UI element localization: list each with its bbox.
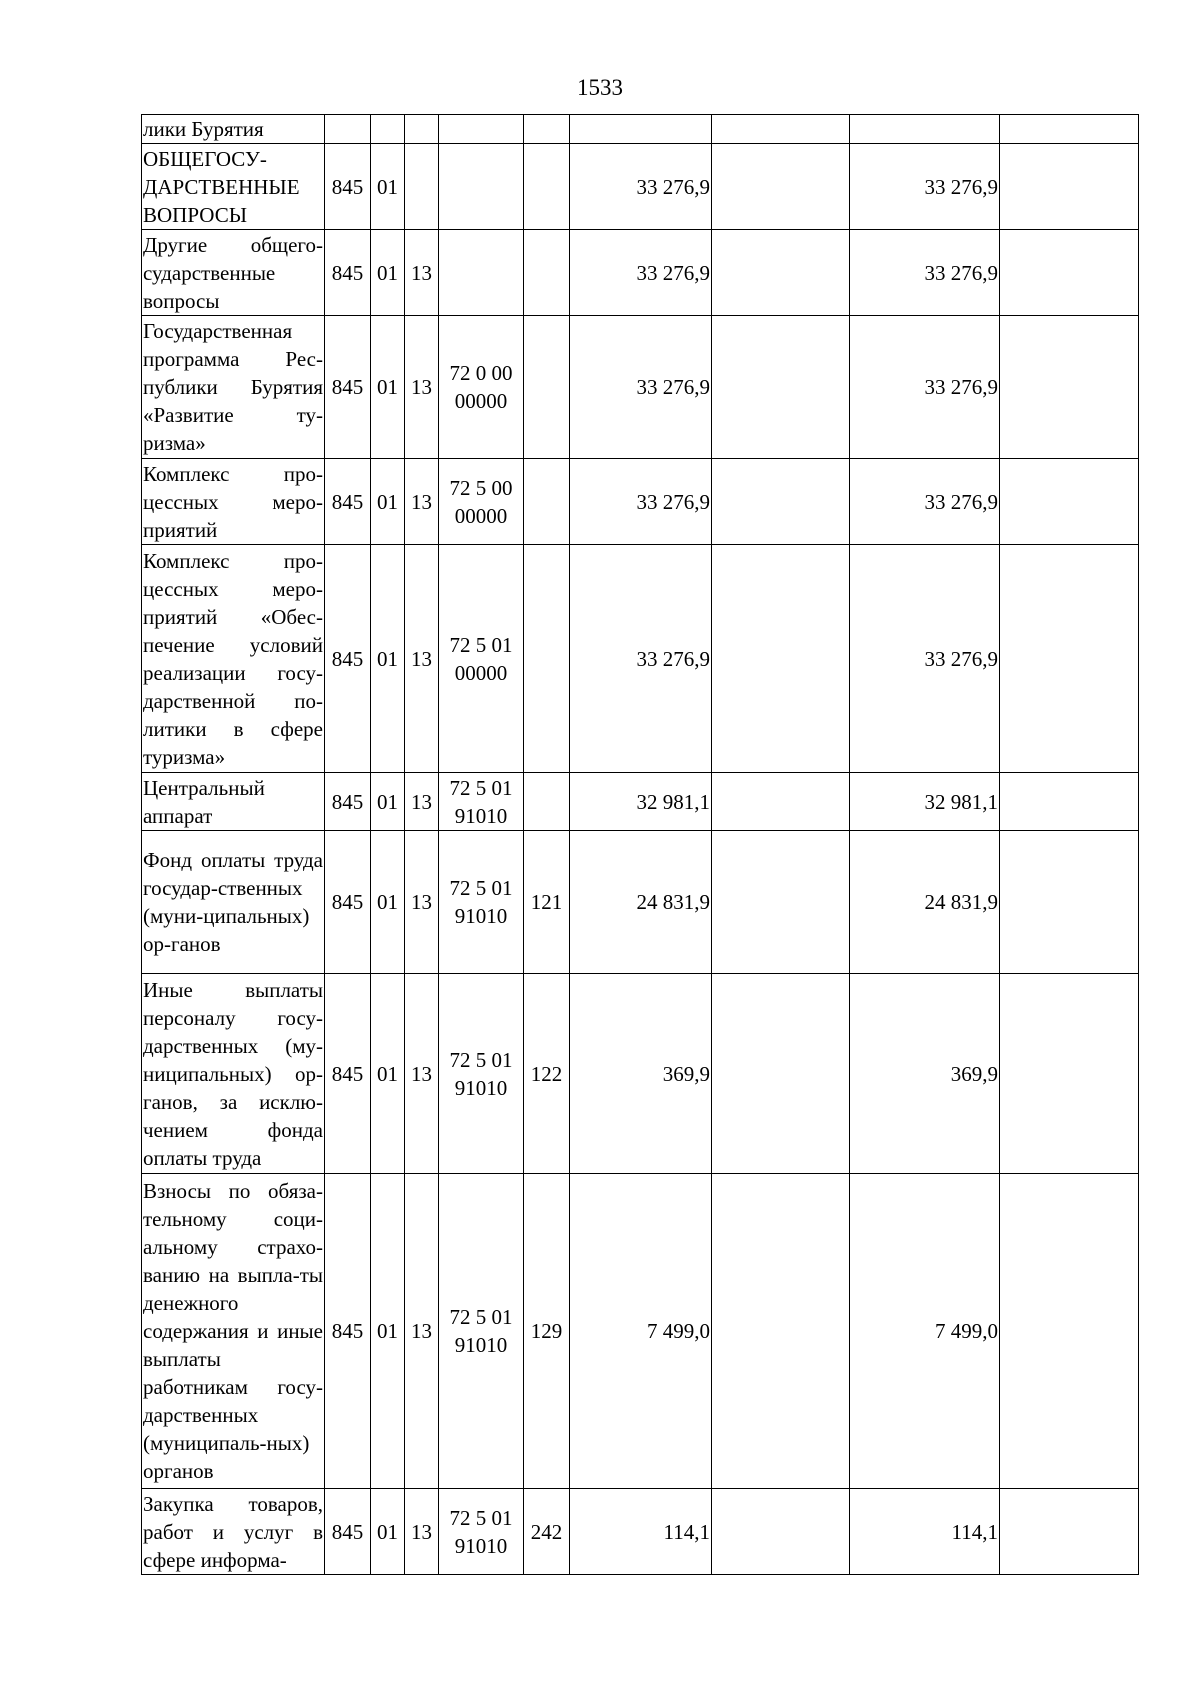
row-name: Центральный аппарат	[142, 773, 325, 831]
cell-pr	[405, 115, 439, 144]
cell-col-1	[712, 974, 850, 1174]
cell-col-2: 114,1	[850, 1489, 1000, 1575]
cell-col-3	[1000, 230, 1139, 316]
cell-col-3	[1000, 316, 1139, 459]
cell-rz: 01	[371, 230, 405, 316]
cell-csr	[439, 144, 524, 230]
cell-col-1	[712, 1489, 850, 1575]
row-name: Взносы по обяза-тельному соци-альному страхо-ванию на выпла-ты денежного содержания и иные выплаты работникам госу-дарственных (муниципаль-ных) органов	[142, 1174, 325, 1489]
budget-table	[141, 114, 1139, 1575]
table-row	[142, 831, 1139, 974]
cell-col-3	[1000, 1489, 1139, 1575]
cell-rz: 01	[371, 316, 405, 459]
cell-rz: 01	[371, 831, 405, 974]
cell-vr: 129	[524, 1174, 570, 1489]
cell-vr	[524, 773, 570, 831]
table-row	[142, 974, 1139, 1174]
row-name: Комплекс про-цессных меро-приятий «Обес-печение условий реализации госу-дарственной по-литики в сфере туризма»	[142, 545, 325, 773]
cell-gr: 845	[325, 545, 371, 773]
table-row	[142, 115, 1139, 144]
cell-col-1	[712, 230, 850, 316]
cell-total: 7 499,0	[570, 1174, 712, 1489]
cell-pr: 13	[405, 974, 439, 1174]
table-row	[142, 144, 1139, 230]
cell-total: 33 276,9	[570, 545, 712, 773]
table-body	[142, 115, 1139, 1575]
row-name: Фонд оплаты труда государ-ственных (муни-ципальных) ор-ганов	[142, 831, 325, 974]
cell-csr: 72 5 01 91010	[439, 1489, 524, 1575]
cell-total: 33 276,9	[570, 316, 712, 459]
cell-rz: 01	[371, 144, 405, 230]
cell-vr: 122	[524, 974, 570, 1174]
cell-col-2: 33 276,9	[850, 545, 1000, 773]
cell-total: 369,9	[570, 974, 712, 1174]
cell-total	[570, 115, 712, 144]
cell-pr: 13	[405, 545, 439, 773]
cell-col-2: 33 276,9	[850, 230, 1000, 316]
table-row	[142, 230, 1139, 316]
cell-col-2: 369,9	[850, 974, 1000, 1174]
cell-total: 24 831,9	[570, 831, 712, 974]
cell-col-1	[712, 459, 850, 545]
row-name: ОБЩЕГОСУ-ДАРСТВЕННЫЕ ВОПРОСЫ	[142, 144, 325, 230]
cell-gr: 845	[325, 773, 371, 831]
cell-rz: 01	[371, 1174, 405, 1489]
cell-col-1	[712, 545, 850, 773]
cell-total: 32 981,1	[570, 773, 712, 831]
cell-pr: 13	[405, 459, 439, 545]
cell-vr	[524, 115, 570, 144]
cell-gr: 845	[325, 144, 371, 230]
cell-rz: 01	[371, 773, 405, 831]
cell-col-2: 7 499,0	[850, 1174, 1000, 1489]
cell-col-2	[850, 115, 1000, 144]
cell-col-2: 33 276,9	[850, 459, 1000, 545]
cell-gr	[325, 115, 371, 144]
cell-gr: 845	[325, 1489, 371, 1575]
cell-total: 114,1	[570, 1489, 712, 1575]
cell-rz: 01	[371, 545, 405, 773]
cell-gr: 845	[325, 1174, 371, 1489]
cell-pr: 13	[405, 230, 439, 316]
cell-rz: 01	[371, 1489, 405, 1575]
cell-csr: 72 5 01 91010	[439, 831, 524, 974]
table-row	[142, 1174, 1139, 1489]
cell-csr: 72 5 01 91010	[439, 974, 524, 1174]
cell-col-3	[1000, 831, 1139, 974]
cell-vr	[524, 316, 570, 459]
cell-rz: 01	[371, 459, 405, 545]
row-name: Закупка товаров, работ и услуг в сфере информа-	[142, 1489, 325, 1575]
cell-col-2: 33 276,9	[850, 144, 1000, 230]
cell-col-3	[1000, 773, 1139, 831]
cell-csr: 72 5 00 00000	[439, 459, 524, 545]
cell-csr: 72 0 00 00000	[439, 316, 524, 459]
cell-gr: 845	[325, 974, 371, 1174]
cell-col-2: 33 276,9	[850, 316, 1000, 459]
cell-col-3	[1000, 974, 1139, 1174]
cell-csr	[439, 115, 524, 144]
cell-col-1	[712, 115, 850, 144]
cell-csr: 72 5 01 00000	[439, 545, 524, 773]
cell-gr: 845	[325, 230, 371, 316]
cell-col-3	[1000, 1174, 1139, 1489]
cell-col-3	[1000, 459, 1139, 545]
table-row	[142, 459, 1139, 545]
cell-col-2: 32 981,1	[850, 773, 1000, 831]
cell-vr	[524, 230, 570, 316]
table-row	[142, 1489, 1139, 1575]
cell-gr: 845	[325, 459, 371, 545]
row-name: Иные выплаты персоналу госу-дарственных (му-ниципальных) ор-ганов, за исклю-чением фонда оплаты труда	[142, 974, 325, 1174]
row-name: Государственная программа Рес-публики Бурятия «Развитие ту-ризма»	[142, 316, 325, 459]
cell-pr: 13	[405, 1174, 439, 1489]
table-row	[142, 545, 1139, 773]
cell-vr	[524, 459, 570, 545]
cell-col-3	[1000, 144, 1139, 230]
cell-col-3	[1000, 545, 1139, 773]
cell-csr	[439, 230, 524, 316]
cell-col-3	[1000, 115, 1139, 144]
cell-vr: 242	[524, 1489, 570, 1575]
cell-rz: 01	[371, 974, 405, 1174]
cell-col-1	[712, 144, 850, 230]
row-name: Другие общего-сударственные вопросы	[142, 230, 325, 316]
cell-pr: 13	[405, 831, 439, 974]
cell-col-1	[712, 773, 850, 831]
table-row	[142, 316, 1139, 459]
cell-total: 33 276,9	[570, 230, 712, 316]
cell-pr: 13	[405, 773, 439, 831]
cell-col-1	[712, 831, 850, 974]
table-row	[142, 773, 1139, 831]
cell-gr: 845	[325, 316, 371, 459]
cell-col-1	[712, 316, 850, 459]
cell-pr: 13	[405, 1489, 439, 1575]
cell-vr	[524, 144, 570, 230]
cell-csr: 72 5 01 91010	[439, 773, 524, 831]
cell-vr: 121	[524, 831, 570, 974]
cell-col-1	[712, 1174, 850, 1489]
row-name: лики Бурятия	[142, 115, 325, 144]
cell-total: 33 276,9	[570, 459, 712, 545]
cell-rz	[371, 115, 405, 144]
cell-csr: 72 5 01 91010	[439, 1174, 524, 1489]
cell-total: 33 276,9	[570, 144, 712, 230]
cell-col-2: 24 831,9	[850, 831, 1000, 974]
cell-vr	[524, 545, 570, 773]
cell-pr	[405, 144, 439, 230]
cell-pr: 13	[405, 316, 439, 459]
page-number: 1533	[577, 75, 623, 100]
row-name: Комплекс про-цессных меро-приятий	[142, 459, 325, 545]
cell-gr: 845	[325, 831, 371, 974]
